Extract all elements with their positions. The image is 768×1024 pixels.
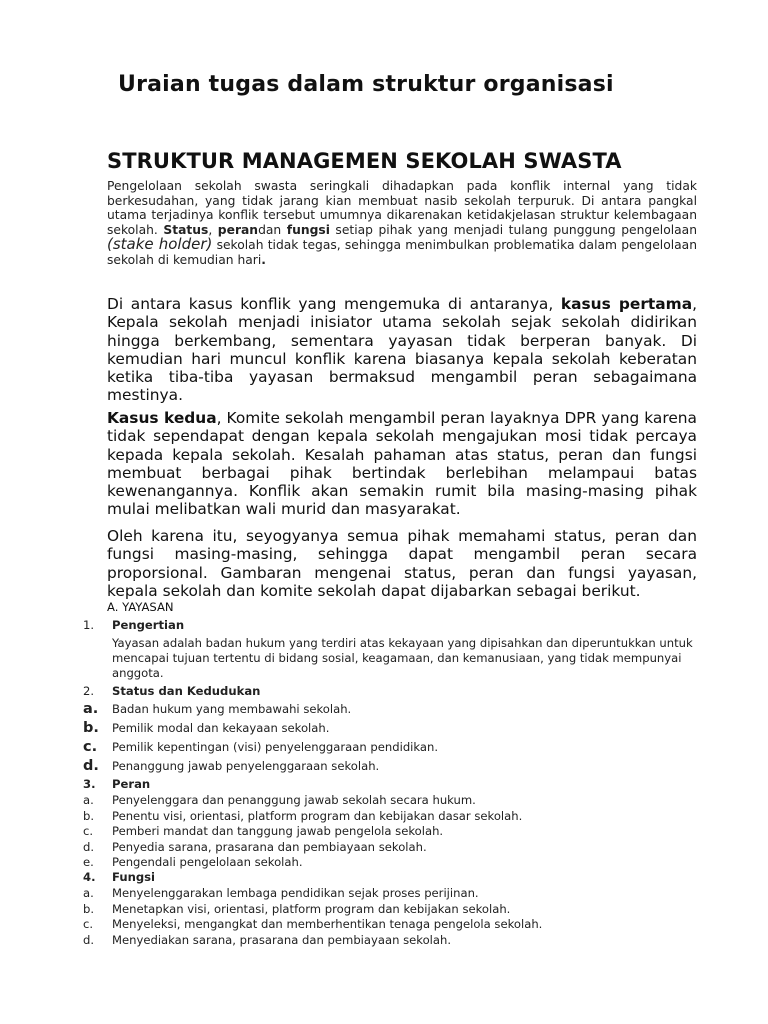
list-marker: b. <box>83 808 95 823</box>
list-text: Pemberi mandat dan tanggung jawab pengelola sekolah. <box>112 824 444 839</box>
list-marker: c. <box>83 824 94 839</box>
list-item <box>83 840 703 855</box>
pengertian-text: Yayasan adalah badan hukum yang terdiri atas kekayaan yang dipisahkan dan diperuntukkan untuk mencapai tujuan tertentu di bidang sosial, keagamaan, dan kemanusiaan, yang tidak mempunyai anggota. <box>112 636 693 680</box>
list-text: Penentu visi, orientasi, platform program dan kebijakan dasar sekolah. <box>112 808 523 823</box>
list-marker: e. <box>83 854 94 869</box>
intro-text-1: Pengelolaan sekolah swasta seringkali dihadapkan pada konflik internal yang tidak berkesudahan, yang tidak jarang kian membuat nasib sekolah terpuruk. Di antara pangkal utama terjadinya konflik tersebut umumnya dikarenakan ketidakjelasan struktur kelembagaan sekolah. <box>107 179 697 237</box>
case-one-text: , Kepala sekolah menjadi inisiator utama sekolah sejak sekolah didirikan hingga berkembang, sementara yayasan tidak berperan banyak. Di kemudian hari muncul konflik karena biasanya kepala sekolah keberatan ketika tiba-tiba yayasan bermaksud mengambil peran sebagaimana mestinya. <box>107 295 698 405</box>
list-marker: d. <box>83 932 95 947</box>
peran-number: 3. <box>83 777 96 792</box>
list-marker: d. <box>83 839 95 854</box>
list-item <box>83 739 703 758</box>
intro-fungsi: fungsi <box>286 222 330 237</box>
section-yayasan: A. YAYASAN <box>107 600 174 614</box>
intro-text-2: setiap pihak yang menjadi tulang punggung pengelolaan <box>329 222 697 237</box>
list-marker: c. <box>83 739 98 756</box>
list-text: Menyeleksi, mengangkat dan memberhentikan tenaga pengelola sekolah. <box>112 917 543 932</box>
case-two-paragraph <box>107 409 697 519</box>
intro-end: . <box>261 252 266 267</box>
peran-title: Peran <box>112 777 151 792</box>
intro-dan: dan <box>258 222 287 237</box>
list-text: Pengendali pengelolaan sekolah. <box>112 854 303 869</box>
list-marker: d. <box>83 758 99 775</box>
list-text: Menyediakan sarana, prasarana dan pembiayaan sekolah. <box>112 932 452 947</box>
list-text: Menetapkan visi, orientasi, platform program dan kebijakan sekolah. <box>112 901 511 916</box>
list-text: Pemilik modal dan kekayaan sekolah. <box>112 721 330 736</box>
intro-text-3: sekolah tidak tegas, sehingga menimbulkan problematika dalam pengelolaan sekolah di kemudian hari <box>107 238 697 267</box>
intro-status: Status <box>163 222 209 237</box>
list-item <box>83 855 703 870</box>
document-title: Uraian tugas dalam struktur organisasi <box>118 72 614 97</box>
conclusion-paragraph: Oleh karena itu, seyogyanya semua pihak memahami status, peran dan fungsi masing-masing, sehingga dapat mengambil peran secara proporsional. Gambaran mengenai status, peran dan fungsi yayasan, kepala sekolah dan komite sekolah dapat dijabarkan sebagai berikut. <box>107 527 697 600</box>
intro-paragraph <box>107 179 697 268</box>
list-item <box>83 720 703 739</box>
yayasan-details <box>83 618 703 948</box>
status-list <box>83 701 703 777</box>
list-text: Penyelenggara dan penanggung jawab sekolah secara hukum. <box>112 793 476 808</box>
fungsi-heading <box>83 870 703 886</box>
list-item <box>83 824 703 839</box>
pengertian-heading <box>83 618 703 635</box>
list-item <box>83 758 703 777</box>
list-text: Badan hukum yang membawahi sekolah. <box>112 702 352 717</box>
list-text: Penanggung jawab penyelenggaraan sekolah. <box>112 759 380 774</box>
case-one-label: kasus pertama <box>560 295 693 313</box>
case-two-label: Kasus kedua <box>107 409 217 427</box>
status-number: 2. <box>83 684 95 699</box>
fungsi-list <box>83 886 703 948</box>
list-marker: a. <box>83 701 99 718</box>
list-item <box>83 933 703 948</box>
list-marker: a. <box>83 886 94 901</box>
case-one-paragraph <box>107 295 697 405</box>
status-title: Status dan Kedudukan <box>112 684 261 699</box>
peran-list <box>83 793 703 870</box>
list-text: Penyedia sarana, prasarana dan pembiayaan sekolah. <box>112 839 427 854</box>
list-text: Pemilik kepentingan (visi) penyelenggaraan pendidikan. <box>112 740 439 755</box>
list-item <box>83 701 703 720</box>
list-text: Menyelenggarakan lembaga pendidikan sejak proses perijinan. <box>112 886 479 901</box>
list-marker: b. <box>83 720 99 737</box>
list-item <box>83 902 703 917</box>
list-marker: b. <box>83 901 95 916</box>
intro-peran: peran <box>217 222 259 237</box>
pengertian-number: 1. <box>83 618 95 632</box>
peran-heading <box>83 777 703 793</box>
main-heading: STRUKTUR MANAGEMEN SEKOLAH SWASTA <box>107 149 622 173</box>
list-item <box>83 793 703 808</box>
intro-stake-holder: (stake holder) <box>107 235 213 254</box>
list-marker: a. <box>83 793 94 808</box>
list-item <box>83 809 703 824</box>
list-item <box>83 886 703 901</box>
case-two-text: , Komite sekolah mengambil peran layaknya DPR yang karena tidak sependapat dengan kepala sekolah mengajukan mosi tidak percaya kepada kepala sekolah. Kesalah pahaman atas status, peran dan fungsi membuat berbagai pihak bertindak berlebihan melampaui batas kewenangannya. Konflik akan semakin rumit bila masing-masing pihak mulai melibatkan wali murid dan masyarakat. <box>107 409 697 519</box>
intro-comma: , <box>208 222 218 237</box>
pengertian-title: Pengertian <box>112 618 185 632</box>
list-item <box>83 917 703 932</box>
fungsi-number: 4. <box>83 870 96 885</box>
fungsi-title: Fungsi <box>112 870 156 885</box>
status-heading <box>83 684 703 701</box>
case-one-lead: Di antara kasus konflik yang mengemuka di antaranya, <box>107 295 561 313</box>
list-marker: c. <box>83 917 94 932</box>
